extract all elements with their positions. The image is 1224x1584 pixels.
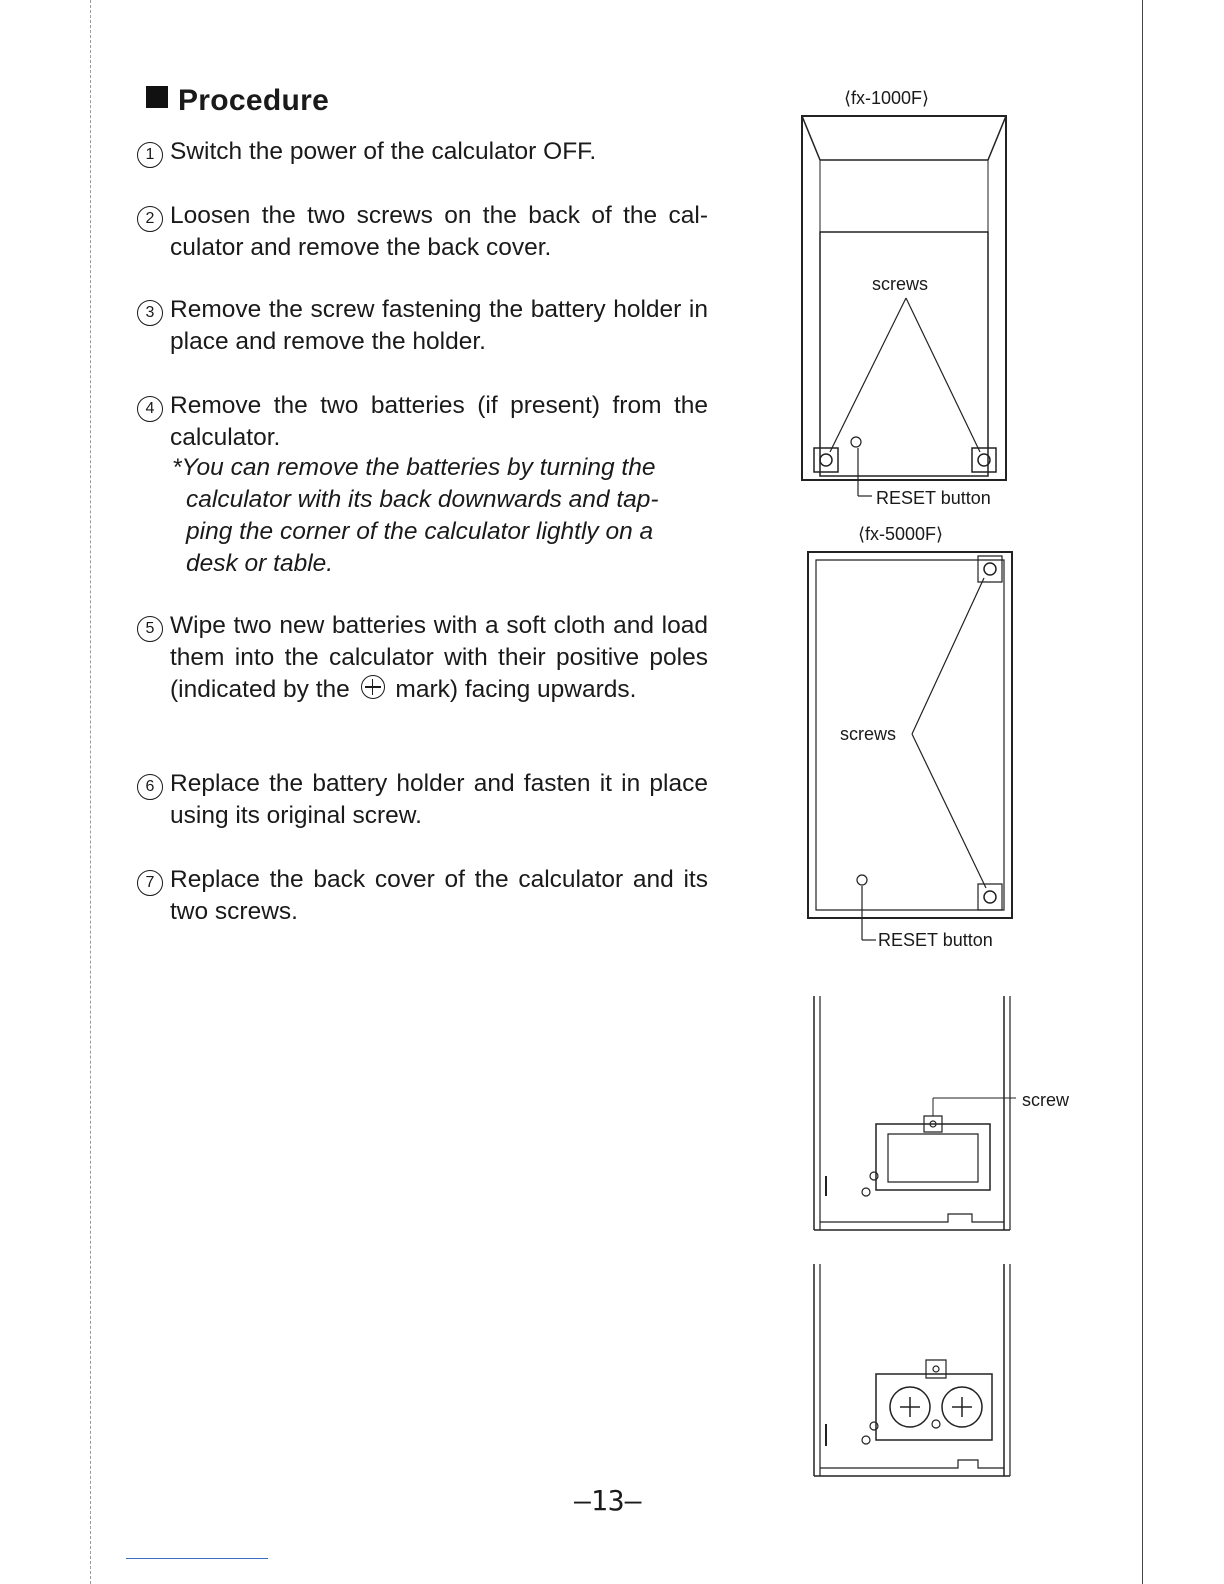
step-text: Loosen the two screws on the back of the cal- culator and remove the back cover. xyxy=(170,202,708,261)
step-1 xyxy=(136,136,708,168)
step-number: 2 xyxy=(136,200,164,232)
step-text: Switch the power of the calculator OFF. xyxy=(170,138,597,165)
section-heading xyxy=(146,84,329,118)
step-text: Remove the two batteries (if present) from the calculator. xyxy=(170,392,708,451)
fx1000f-model-label: ⟨fx-1000F⟩ xyxy=(844,88,930,108)
step-3 xyxy=(136,294,708,358)
batteries-installed-diagram xyxy=(808,1264,1018,1480)
heading-text: Procedure xyxy=(178,84,330,117)
plus-circle-icon xyxy=(361,675,385,699)
left-margin-rule xyxy=(90,0,91,1584)
battery-removal-note: *You can remove the batteries by turning the calculator with its back downwards and tap- ping the corner of the calculator lightly on a desk or table. xyxy=(172,454,659,577)
step-number: 7 xyxy=(136,864,164,896)
fx5000f-back-diagram xyxy=(806,550,1016,950)
fx1000f-screws-label: screws xyxy=(872,274,929,294)
square-bullet-icon xyxy=(146,86,168,108)
step-number: 1 xyxy=(136,136,164,168)
fx5000f-screws-label: screws xyxy=(840,724,897,744)
step-text: Wipe two new batteries with a soft cloth and load them into the calculator with their positive poles (indicated by the mark) facing upwards. xyxy=(170,612,708,703)
step-text: Replace the back cover of the calculator and its two screws. xyxy=(170,866,708,925)
bottom-line xyxy=(126,1558,268,1559)
battery-holder-diagram xyxy=(808,996,1018,1236)
step-text: Remove the screw fastening the battery holder in place and remove the holder. xyxy=(170,296,708,355)
step-number: 3 xyxy=(136,294,164,326)
fx5000f-model-label: ⟨fx-5000F⟩ xyxy=(858,524,944,544)
right-margin-rule xyxy=(1142,0,1143,1584)
fx1000f-reset-label: RESET button xyxy=(876,488,991,508)
step-number: 5 xyxy=(136,610,164,642)
step-5 xyxy=(136,610,708,706)
step-6 xyxy=(136,768,708,832)
step-7 xyxy=(136,864,708,928)
step-text: Replace the battery holder and fasten it in place using its original screw. xyxy=(170,770,708,829)
fx5000f-reset-label: RESET button xyxy=(878,930,993,950)
step-4 xyxy=(136,390,708,454)
step-2 xyxy=(136,200,708,264)
page-number: –13– xyxy=(574,1484,642,1517)
step-number: 6 xyxy=(136,768,164,800)
fx1000f-back-diagram xyxy=(800,112,1010,484)
holder-screw-label: screw xyxy=(1022,1090,1070,1110)
step-number: 4 xyxy=(136,390,164,422)
